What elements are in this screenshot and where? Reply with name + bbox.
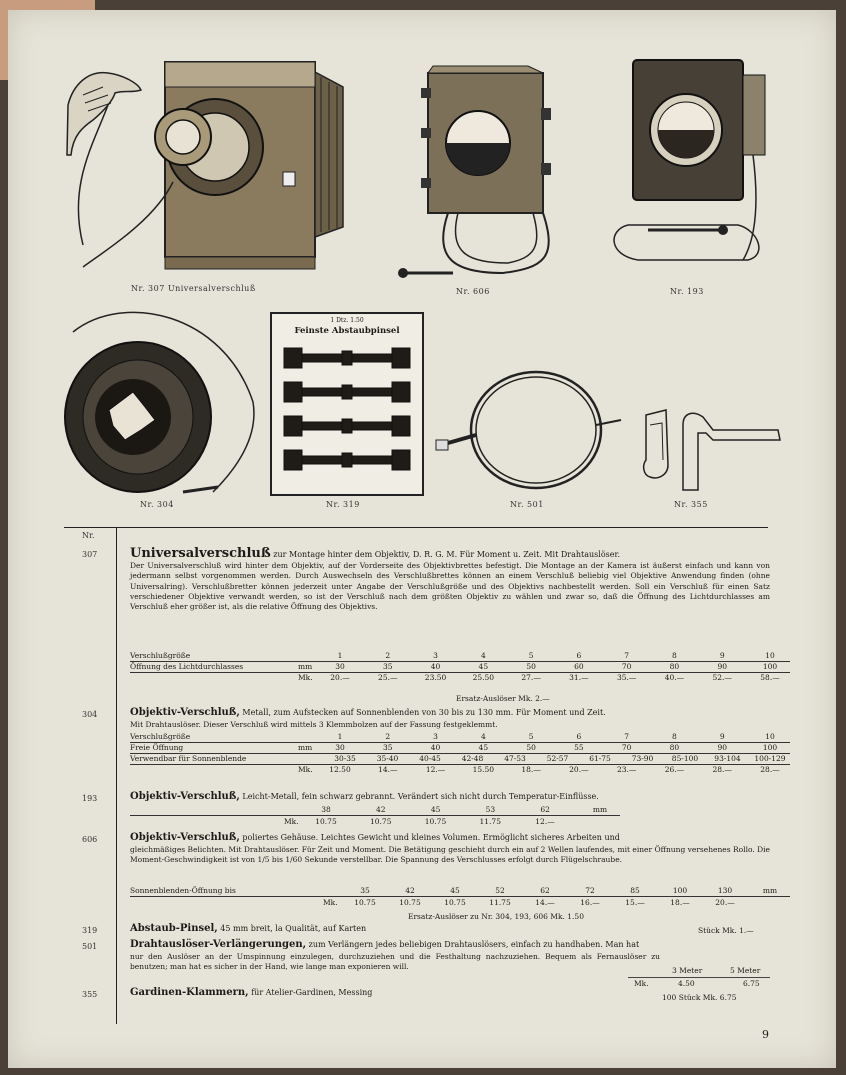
table-cell: 55: [574, 743, 584, 752]
table-cell: 12.—: [425, 765, 446, 774]
table-cell: 100: [672, 886, 688, 895]
title-501: Drahtauslöser-Verlängerungen, zum Verlängern jedes beliebigen Drahtauslösers, einfach zu handhaben. Man hat: [130, 939, 640, 950]
table-cell: 45: [430, 805, 441, 814]
table-cell: 52.—: [712, 673, 732, 682]
caption-304: Nr. 304: [140, 500, 174, 509]
table-cell: 35-40: [376, 754, 399, 763]
table-304-rows: [130, 732, 786, 784]
table-cell: 38: [321, 805, 331, 814]
row-unit: mm: [298, 743, 313, 752]
row-label: Verschlußgröße: [130, 732, 191, 741]
table-cell: 40: [430, 743, 441, 752]
nr-319: 319: [82, 926, 98, 935]
table-cell: 58.—: [760, 673, 780, 682]
table-cell: 9: [719, 651, 725, 660]
table-cell: 28.—: [760, 765, 780, 774]
table-cell: 35.—: [616, 673, 637, 682]
price1-501: 4.50: [678, 979, 695, 988]
table-cell: 45: [478, 662, 489, 671]
table-cell: 30-35: [334, 754, 356, 763]
desc-307: Der Universalverschluß wird hinter dem Objektiv, auf der Vorderseite des Objektivbrettes befestigt. Die Montage an der Kamera ist äußerst einfach und kann von jedermann selbst vorgenommen werden. Durch Auswechseln des Verschlußbrettes können an einem Verschluß beliebig viel Objektive Anwendung finden (ohne Universalring). Verschlußbretter können jederzeit unter Angabe der Verschlußgröße und des Objektivs nachbestellt werden. Soll ein Verschluß für einen Satz verschiedener Objektive verwandt werden, so ist der Verschluß nach dem größten Objektiv zu wählen und zwar so, daß die Öffnung des Lichtdurchlasses am Verschluß eher größer ist, als die relative Öffnung des Objektivs.: [130, 561, 770, 612]
caption-355: Nr. 355: [674, 500, 708, 509]
table-cell: 14.—: [378, 765, 398, 774]
column-rule: [116, 527, 117, 1024]
row-unit: Mk.: [323, 898, 338, 907]
table-cell: 30: [335, 743, 345, 752]
catalog-page: [8, 10, 836, 1068]
table-cell: 42-48: [461, 754, 484, 763]
title-355: Gardinen-Klammern, für Atelier-Gardinen, Messing: [130, 987, 373, 998]
col1-501: 3 Meter: [672, 966, 703, 975]
table-cell: 14.—: [535, 898, 555, 907]
table-cell: 60: [574, 662, 584, 671]
table-cell: 20.—: [715, 898, 735, 907]
table-cell: 10.75: [444, 898, 466, 907]
row-unit: Mk.: [284, 817, 299, 826]
top-rule: [64, 527, 768, 528]
hand-drawing: [63, 65, 148, 215]
brush-card: [270, 312, 424, 496]
table-cell: 15.—: [625, 898, 645, 907]
table-cell: 47-53: [504, 754, 526, 763]
table-cell: 4: [480, 651, 486, 660]
price-355: 100 Stück Mk. 6.75: [662, 993, 737, 1002]
table-cell: 20.—: [330, 673, 350, 682]
nr-307: 307: [82, 550, 98, 559]
row-label: Öffnung des Lichtdurchlasses: [130, 662, 244, 671]
table-cell: 25.50: [472, 673, 495, 682]
nr-606: 606: [82, 835, 98, 844]
table-cell: 27.—: [521, 673, 541, 682]
table-cell: 93-104: [714, 754, 741, 763]
table-cell: 1: [337, 651, 343, 660]
table-cell: 80: [669, 662, 680, 671]
table-cell: 50: [526, 662, 536, 671]
table-cell: 10.75: [315, 817, 337, 826]
table-cell: 45: [478, 743, 489, 752]
card-title: Feinste Abstaubpinsel: [294, 326, 400, 336]
table-cell: 30: [335, 662, 345, 671]
table-cell: 10.75: [354, 898, 376, 907]
table-cell: 10: [765, 732, 775, 741]
table-cell: 11.75: [479, 817, 501, 826]
nr-501: 501: [82, 942, 98, 951]
table-cell: 40.—: [664, 673, 685, 682]
table-cell: 10.75: [399, 898, 421, 907]
caption-319: Nr. 319: [326, 500, 360, 509]
table-cell: 7: [624, 732, 630, 741]
title-606: Objektiv-Verschluß, poliertes Gehäuse. Leichtes Gewicht und kleines Volumen. Ermöglicht sicheres Arbeiten und: [130, 832, 620, 843]
desc-304: Mit Drahtauslöser. Dieser Verschluß wird mittels 3 Klemmbolzen auf der Fassung festgeklemmt.: [130, 720, 498, 729]
table-row-rule: [130, 815, 620, 816]
table-cell: 100-129: [754, 754, 786, 763]
table-cell: 6: [576, 651, 582, 660]
table-cell: 85: [630, 886, 640, 895]
table-307-rows: [130, 651, 780, 691]
title-304: Objektiv-Verschluß, Metall, zum Aufstecken auf Sonnenblenden von 30 bis zu 130 mm. Für Moment und Zeit.: [130, 707, 606, 718]
col2-501: 5 Meter: [730, 966, 761, 975]
price-319: Stück Mk. 1.—: [698, 926, 754, 935]
table-cell: 52-57: [546, 754, 569, 763]
table-cell: 73-90: [631, 754, 654, 763]
desc-501: nur den Auslöser an der Umspinnung einzulegen, durchzuziehen und die Festhaltung nachzuziehen. Bequem als Fernauslöser zu benutzen; man hat es sicher in der Hand, wie lange man exponieren will.: [130, 952, 660, 972]
table-cell: 5: [528, 732, 534, 741]
table-cell: 42: [376, 805, 386, 814]
page-number: 9: [762, 1028, 769, 1041]
shutter-606-drawing: [393, 68, 558, 283]
table-cell: 11.75: [489, 898, 511, 907]
table-cell: 18.—: [521, 765, 541, 774]
row-label: Freie Öffnung: [130, 743, 184, 752]
nr-355: 355: [82, 990, 98, 999]
extra-606: Ersatz-Auslöser zu Nr. 304, 193, 606 Mk. 1.50: [408, 912, 584, 921]
row-unit: Mk.: [298, 673, 313, 682]
table-cell: 18.—: [670, 898, 690, 907]
table-cell: mm: [762, 886, 778, 895]
table-cell: 70: [621, 743, 632, 752]
unit-501: Mk.: [634, 979, 649, 988]
table-cell: 8: [672, 651, 677, 660]
caption-193: Nr. 193: [670, 287, 704, 296]
table-cell: 16.—: [580, 898, 600, 907]
row-label: Sonnenblenden-Öffnung bis: [130, 886, 236, 895]
table-cell: 23.50: [424, 673, 447, 682]
table-cell: 5: [528, 651, 534, 660]
table-cell: 12.—: [535, 817, 555, 826]
table-cell: 62: [540, 886, 550, 895]
table-cell: 100: [762, 743, 778, 752]
table-cell: 62: [540, 805, 550, 814]
caption-501: Nr. 501: [510, 500, 544, 509]
table-cell: 10.75: [370, 817, 392, 826]
title-193: Objektiv-Verschluß, Leicht-Metall, fein schwarz gebrannt. Verändert sich nicht durch Temperatur-Einflüsse.: [130, 791, 599, 802]
title-307: Universalverschluß zur Montage hinter dem Objektiv, D. R. G. M. Für Moment u. Zeit. Mit Drahtauslöser.: [130, 546, 620, 561]
table-cell: 40-45: [419, 754, 441, 763]
table-cell: 40: [430, 662, 441, 671]
table-cell: 50: [526, 743, 536, 752]
extra-307: Ersatz-Auslöser Mk. 2.—: [456, 694, 550, 703]
table-606-rows: [130, 886, 778, 910]
cable-501-drawing: [436, 365, 626, 500]
table-cell: 61-75: [589, 754, 611, 763]
nr-304: 304: [82, 710, 98, 719]
table-cell: 15.50: [472, 765, 495, 774]
rule-501: [628, 977, 770, 978]
table-cell: 70: [621, 662, 632, 671]
table-cell: 12.50: [329, 765, 351, 774]
table-cell: 8: [672, 732, 677, 741]
table-cell: 10.75: [424, 817, 447, 826]
caption-606: Nr. 606: [456, 287, 490, 296]
nr-193: 193: [82, 794, 98, 803]
brushes-drawing: [280, 342, 414, 490]
row-label: Verwendbar für Sonnenblende: [130, 754, 247, 763]
clamps-355-drawing: [638, 405, 788, 505]
camera-307-drawing: [143, 52, 353, 277]
table-cell: 26.—: [664, 765, 685, 774]
table-cell: 7: [624, 651, 630, 660]
table-cell: 90: [717, 662, 727, 671]
caption-307: Nr. 307 Universalverschluß: [131, 284, 256, 293]
table-cell: 20.—: [569, 765, 589, 774]
table-cell: 6: [576, 732, 582, 741]
table-cell: 10: [765, 651, 775, 660]
table-cell: 3: [433, 732, 438, 741]
table-cell: 72: [585, 886, 595, 895]
table-cell: 1: [337, 732, 343, 741]
table-cell: 53: [485, 805, 496, 814]
table-cell: 130: [717, 886, 733, 895]
table-cell: 35: [360, 886, 370, 895]
table-cell: 100: [762, 662, 778, 671]
title-319: Abstaub-Pinsel, 45 mm breit, la Qualität, auf Karten: [130, 923, 367, 934]
table-cell: 45: [450, 886, 460, 895]
table-cell: 52: [495, 886, 505, 895]
table-cell: 35: [382, 743, 393, 752]
table-cell: 2: [385, 651, 391, 660]
table-cell: 80: [669, 743, 680, 752]
table-row-rule: [130, 896, 790, 897]
table-cell: 35: [382, 662, 393, 671]
nr-header: Nr.: [82, 531, 95, 540]
row-label: Verschlußgröße: [130, 651, 191, 660]
table-cell: 85-100: [671, 754, 699, 763]
card-top: 1 Dtz. 1.50: [330, 317, 364, 324]
table-cell: 23.—: [616, 765, 637, 774]
shutter-304-drawing: [63, 302, 263, 507]
table-cell: 28.—: [712, 765, 732, 774]
table-cell: 4: [480, 732, 486, 741]
desc-606: gleichmäßiges Belichten. Mit Drahtauslöser. Für Zeit und Moment. Die Betätigung geschieht durch ein auf 2 Wellen laufendes, mit einer Öffnung versehenes Rollo. Die Moment-Geschwindigkeit ist von 1/5 bis 1/60 Sekunde verstellbar. Die Spannung des Verschlusses erfolgt durch Flügelschraube.: [130, 845, 770, 865]
row-unit: Mk.: [298, 765, 313, 774]
table-cell: 2: [385, 732, 391, 741]
table-cell: 3: [433, 651, 438, 660]
table-cell: 31.—: [569, 673, 589, 682]
table-cell: 42: [405, 886, 415, 895]
table-cell: mm: [592, 805, 608, 814]
table-cell: 25.—: [378, 673, 398, 682]
table-193-rows: [130, 805, 770, 831]
table-cell: 9: [719, 732, 725, 741]
price2-501: 6.75: [743, 979, 760, 988]
shutter-193-drawing: [608, 55, 773, 285]
table-cell: 90: [717, 743, 727, 752]
row-unit: mm: [298, 662, 313, 671]
